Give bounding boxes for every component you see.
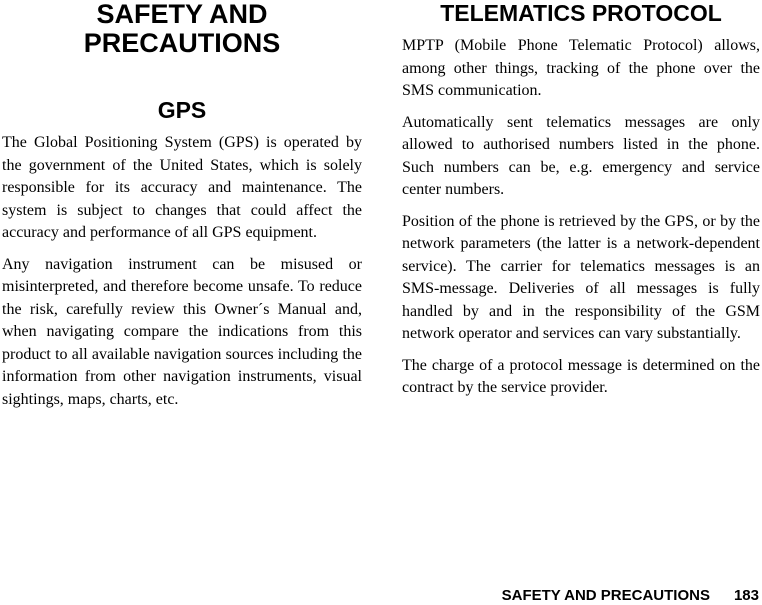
gps-paragraph-1: The Global Positioning System (GPS) is operated by the government of the United States, which is solely responsible for its accuracy and maintenance. The system is subject to changes that could affect the accuracy and performance of all GPS equipment. — [2, 134, 362, 241]
chapter-title-line-1: SAFETY AND — [96, 0, 268, 29]
telematics-paragraph-3: Position of the phone is retrieved by the GPS, or by the network parameters (the latter is a network-dependent service). The carrier for telematics messages is an SMS-message. Deliveries of all messages is fully handled by and in the responsibility of the GSM network operator and services can vary substantially. — [402, 212, 760, 342]
right-column — [402, 0, 760, 400]
chapter-title-line-2: PRECAUTIONS — [83, 28, 281, 58]
left-column — [2, 0, 362, 411]
telematics-paragraph-2: Automatically sent telematics messages are only allowed to authorised numbers listed in the phone. Such numbers can be, e.g. emergency and service center numbers. — [402, 113, 760, 198]
page-number: 183 — [733, 587, 759, 604]
telematics-paragraph-4: The charge of a protocol message is determined on the contract by the service provider. — [402, 356, 760, 396]
telematics-heading: TELEMATICS PROTOCOL — [440, 0, 722, 26]
telematics-paragraph-1: MPTP (Mobile Phone Telematic Protocol) allows, among other things, tracking of the phone over the SMS communication. — [402, 37, 760, 99]
chapter-title — [2, 0, 362, 58]
gps-paragraph-2: Any navigation instrument can be misused or misinterpreted, and therefore become unsafe. To reduce the risk, carefully review this Owner´s Manual and, when navigating compare the indications from this product to all available navigation sources including the information from other navigation instruments, visual sightings, maps, charts, etc. — [2, 255, 362, 408]
running-title: SAFETY AND PRECAUTIONS — [501, 587, 710, 604]
gps-heading: GPS — [157, 97, 207, 123]
page-footer — [502, 587, 759, 605]
